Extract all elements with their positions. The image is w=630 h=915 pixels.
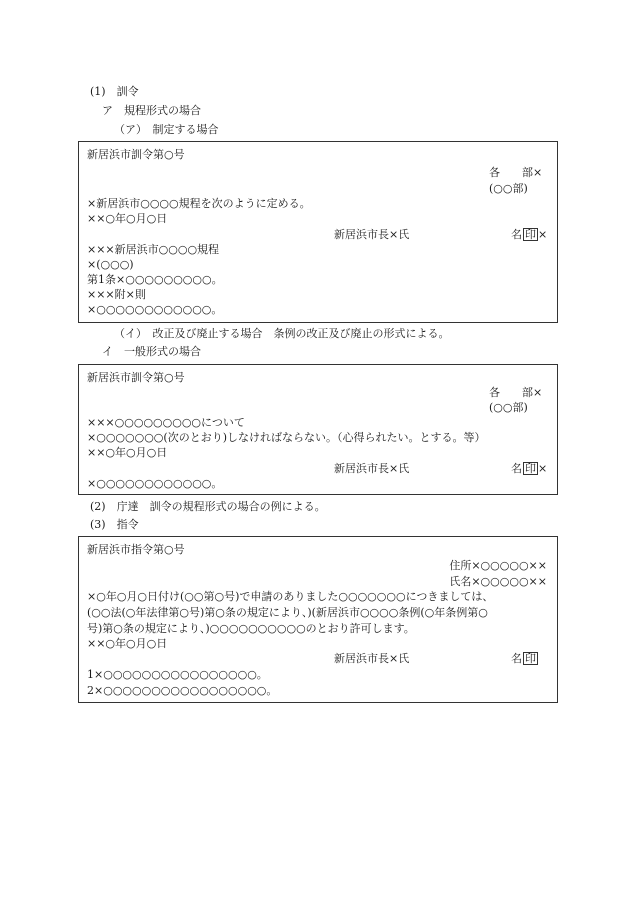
section-1-heading: (1) 訓令 [90, 85, 139, 98]
address-line: 住所×○○○○○×× [449, 559, 547, 572]
article-1: 第1条×○○○○○○○○○。 [87, 273, 223, 286]
mayor-title: 新居浜市長×氏 [334, 228, 410, 241]
condition-item-2: 2×○○○○○○○○○○○○○○○○○。 [87, 684, 278, 697]
mayor-title: 新居浜市長×氏 [334, 652, 410, 665]
template-box-kunrei-establish [78, 141, 558, 323]
condition-item-1: 1×○○○○○○○○○○○○○○○○。 [87, 668, 268, 681]
permit-paragraph-2: (○○法(○年法律第○号)第○条の規定により、)(新居浜市○○○○条例(○年条例第○ [87, 606, 488, 619]
rule-title: ×××新居浜市○○○○規程 [87, 243, 220, 256]
supplementary-title: ×××附×則 [87, 288, 146, 301]
name-label: 名 [511, 652, 522, 665]
section-2-heading: (2) 庁達 訓令の規程形式の場合の例による。 [90, 500, 326, 513]
instruction-line: ×○○○○○○○(次のとおり)しなければならない。（心得られたい。とする。等） [87, 431, 486, 444]
applicant-name-line: 氏名×○○○○○×× [449, 575, 547, 588]
doc-number: 新居浜市訓令第○号 [87, 371, 185, 384]
subsection-a-heading: ア 規程形式の場合 [102, 104, 201, 117]
subsection-b-heading: イ 一般形式の場合 [102, 345, 201, 358]
department-sub: (○○部) [489, 401, 528, 414]
subject-line: ×××○○○○○○○○○について [87, 416, 245, 429]
name-label: 名 [511, 228, 522, 241]
subsection-a2-heading: （イ） 改正及び廃止する場合 条例の改正及び廃止の形式による。 [114, 327, 450, 340]
seal-tail: × [538, 228, 548, 241]
date-line: ××○年○月○日 [87, 446, 168, 459]
department: 各 部× [489, 386, 543, 399]
signature-block [511, 462, 547, 476]
enactment-line: ×新居浜市○○○○規程を次のように定める。 [87, 197, 311, 210]
rule-subtitle: ×(○○○) [87, 258, 134, 271]
department: 各 部× [489, 166, 543, 179]
supplementary-body: ×○○○○○○○○○○○○。 [87, 303, 223, 316]
signature-block [511, 228, 547, 242]
doc-number: 新居浜市訓令第○号 [87, 148, 185, 161]
date-line: ××○年○月○日 [87, 212, 168, 225]
seal-tail: × [538, 462, 548, 475]
department-sub: (○○部) [489, 182, 528, 195]
mayor-title: 新居浜市長×氏 [334, 462, 410, 475]
seal-mark: 印 [525, 652, 536, 665]
name-label: 名 [511, 462, 522, 475]
subsection-a1-heading: （ア） 制定する場合 [114, 123, 219, 136]
template-box-kunrei-general [78, 364, 558, 495]
date-line: ××○年○月○日 [87, 637, 168, 650]
section-3-heading: (3) 指令 [90, 518, 139, 531]
template-box-shirei [78, 536, 558, 703]
permit-paragraph-3: 号)第○条の規定により、)○○○○○○○○○○のとおり許可します。 [87, 622, 415, 635]
seal-mark: 印 [525, 228, 536, 241]
body-line: ×○○○○○○○○○○○○。 [87, 477, 223, 490]
doc-number: 新居浜市指令第○号 [87, 543, 185, 556]
signature-block [511, 652, 538, 666]
seal-mark: 印 [525, 462, 536, 475]
permit-paragraph-1: ×○年○月○日付け(○○第○号)で申請のありました○○○○○○○につきましては、 [87, 590, 494, 603]
